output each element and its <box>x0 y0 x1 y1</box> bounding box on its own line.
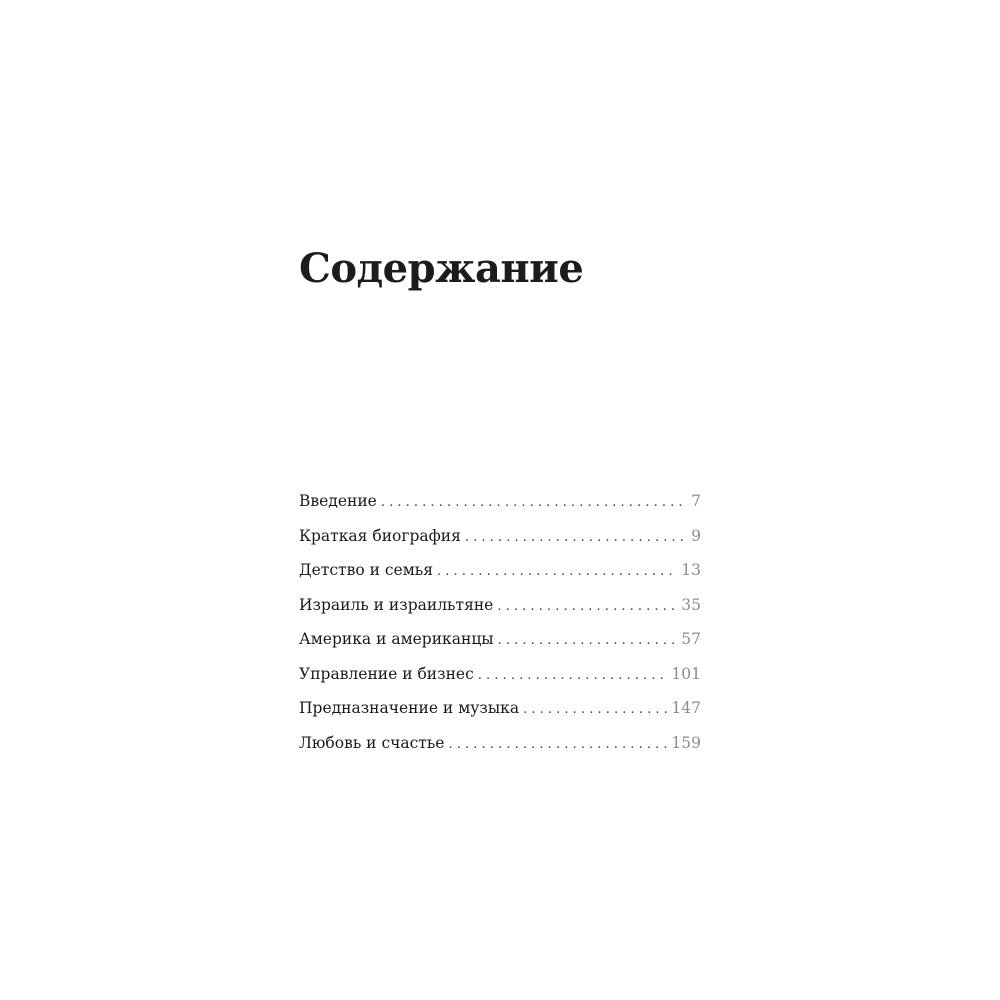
toc-entry-page: 9 <box>691 526 701 545</box>
toc-entry-label: Любовь и счастье <box>299 733 445 752</box>
toc-entry <box>299 695 701 730</box>
toc-entry-page: 101 <box>671 664 701 683</box>
toc-entry-page: 13 <box>681 561 701 579</box>
toc-entry <box>299 730 701 765</box>
toc-entry <box>299 626 701 661</box>
toc-entry-page: 7 <box>691 492 701 510</box>
toc-dot-leader <box>523 697 667 723</box>
toc-dot-leader <box>497 594 677 620</box>
toc-dot-leader <box>437 559 677 585</box>
toc-entry <box>299 523 701 558</box>
toc-entry-page: 35 <box>681 595 701 614</box>
toc-entry-label: Управление и бизнес <box>299 664 474 683</box>
toc-dot-leader <box>448 732 667 758</box>
toc-entry-page: 57 <box>681 630 701 648</box>
toc-dot-leader <box>478 663 668 689</box>
toc-dot-leader <box>465 525 687 551</box>
toc-entry-label: Израиль и израильтяне <box>299 595 494 614</box>
page-title: Содержание <box>299 245 584 292</box>
toc-entry-page: 159 <box>671 733 701 752</box>
toc-entry <box>299 557 701 592</box>
toc-entry <box>299 661 701 696</box>
toc-entry-label: Америка и американцы <box>299 630 494 648</box>
toc-entry <box>299 592 701 627</box>
table-of-contents <box>299 488 701 764</box>
toc-dot-leader <box>381 490 687 516</box>
toc-entry <box>299 488 701 523</box>
toc-dot-leader <box>498 628 678 654</box>
toc-entry-label: Детство и семья <box>299 561 433 579</box>
toc-entry-label: Предназначение и музыка <box>299 699 520 717</box>
toc-entry-label: Введение <box>299 492 377 510</box>
toc-entry-label: Краткая биография <box>299 526 461 545</box>
toc-entry-page: 147 <box>671 699 701 717</box>
